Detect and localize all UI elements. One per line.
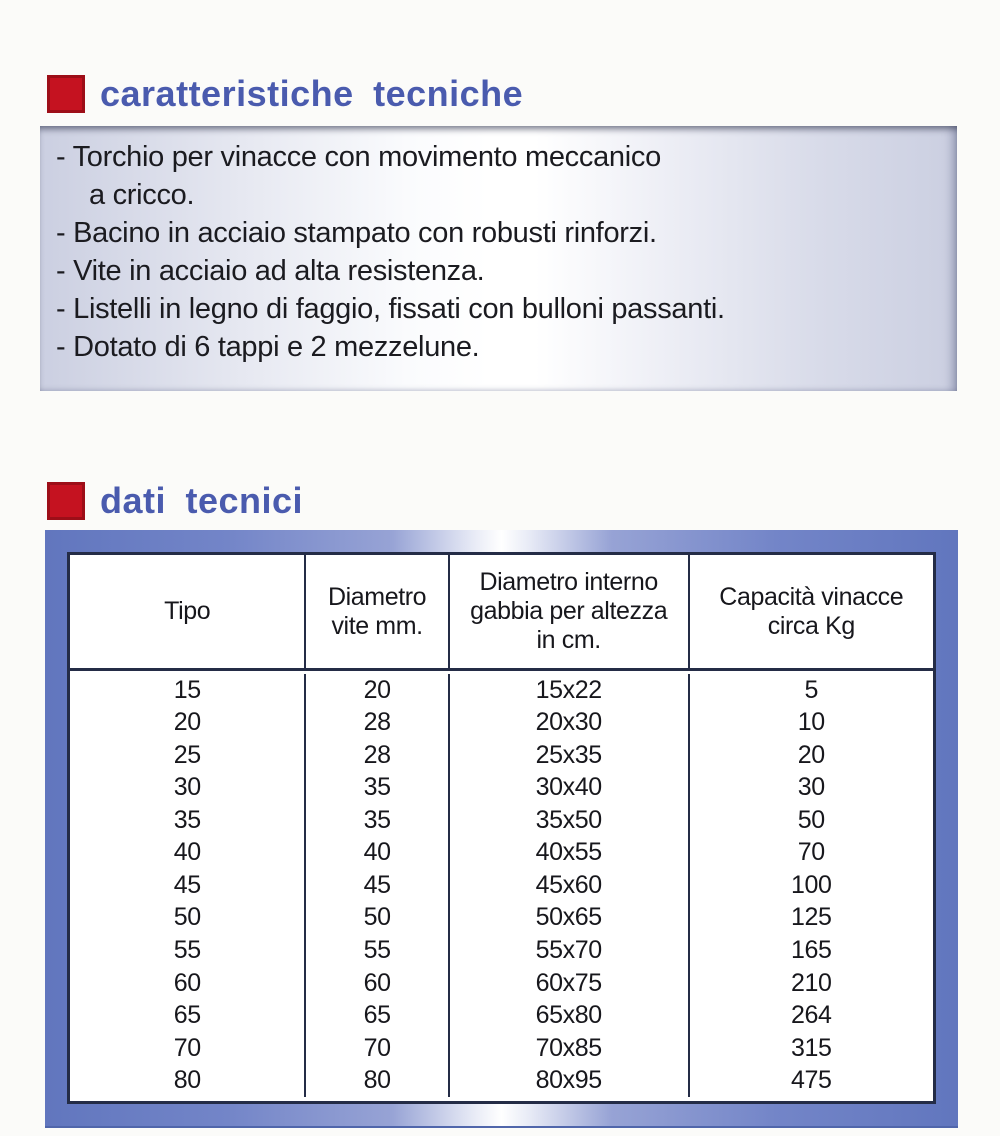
table-cell: 15: [70, 674, 306, 707]
table-cell: 55: [306, 934, 449, 967]
spec-line: - Listelli in legno di faggio, fissati con bulloni passanti.: [56, 293, 725, 325]
table-cell: 20: [797, 740, 825, 769]
table-cell: 28: [306, 739, 449, 772]
spec-line: - Dotato di 6 tappi e 2 mezzelune.: [56, 331, 480, 363]
table-row: [70, 739, 933, 772]
table-cell: 65: [70, 999, 306, 1032]
table-cell: 50x65: [450, 902, 690, 935]
section-title-dati: dati tecnici: [100, 480, 304, 521]
table-row: [70, 772, 933, 805]
table-row: [70, 837, 933, 870]
spec-line: - Bacino in acciaio stampato con robusti rinforzi.: [56, 217, 657, 249]
table-cell: 50: [306, 902, 449, 935]
table-row: [70, 1064, 933, 1097]
table-cell: 55: [70, 934, 306, 967]
table-body: [70, 671, 933, 1101]
table-cell: 50: [70, 902, 306, 935]
spec-line: - Vite in acciaio ad alta resistenza.: [56, 255, 485, 287]
table-row: [70, 934, 933, 967]
table-cell: 30: [797, 773, 825, 802]
table-header-tipo: Tipo: [70, 555, 306, 668]
table-cell: 50: [797, 805, 825, 834]
table-cell: 28: [306, 707, 449, 740]
table-cell: 60: [306, 967, 449, 1000]
table-row: [70, 999, 933, 1032]
table-cell: 35: [306, 804, 449, 837]
table-cell: 100: [791, 870, 832, 899]
red-square-icon: [47, 482, 85, 520]
table-row: [70, 674, 933, 707]
table-cell: 40x55: [450, 837, 690, 870]
table-cell: 25: [70, 739, 306, 772]
section-title-caratteristiche: caratteristiche tecniche: [100, 73, 524, 114]
dati-heading: [47, 481, 303, 521]
table-cell: 65x80: [450, 999, 690, 1032]
table-cell: 80: [306, 1064, 449, 1097]
table-cell: 70x85: [450, 1032, 690, 1065]
table-cell: 60: [70, 967, 306, 1000]
table-cell: 165: [791, 936, 832, 965]
table-cell: 5: [804, 675, 819, 704]
table-row: [70, 869, 933, 902]
caratteristiche-box: [40, 126, 957, 391]
table-cell: 80x95: [450, 1064, 690, 1097]
table-cell: 20x30: [450, 707, 690, 740]
table-cell: 20: [70, 707, 306, 740]
data-table: [67, 552, 936, 1104]
table-cell: 60x75: [450, 967, 690, 1000]
table-cell: 65: [306, 999, 449, 1032]
table-cell: 35x50: [450, 804, 690, 837]
table-cell: 264: [791, 1001, 832, 1030]
table-header-capacita: Capacità vinacce circa Kg: [719, 582, 904, 640]
table-cell: 20: [306, 674, 449, 707]
red-square-icon: [47, 75, 85, 113]
table-cell: 70: [70, 1032, 306, 1065]
table-cell: 15x22: [450, 674, 690, 707]
table-row: [70, 804, 933, 837]
table-cell: 45x60: [450, 869, 690, 902]
table-header-diametro-interno: Diametro interno gabbia per altezza in cm.: [450, 555, 690, 668]
table-cell: 35: [306, 772, 449, 805]
table-cell: 10: [797, 708, 825, 737]
table-row: [70, 707, 933, 740]
table-cell: 40: [306, 837, 449, 870]
table-header-diametro-vite: Diametro vite mm.: [306, 555, 449, 668]
table-cell: 475: [791, 1066, 832, 1095]
table-cell: 25x35: [450, 739, 690, 772]
table-row: [70, 902, 933, 935]
table-cell: 125: [791, 903, 832, 932]
spec-line: - Torchio per vinacce con movimento meccanico: [56, 141, 661, 173]
table-row: [70, 1032, 933, 1065]
table-cell: 80: [70, 1064, 306, 1097]
table-cell: 30x40: [450, 772, 690, 805]
table-cell: 45: [306, 869, 449, 902]
table-header-row: [70, 555, 933, 671]
table-cell: 70: [306, 1032, 449, 1065]
table-cell: 315: [791, 1033, 832, 1062]
table-cell: 30: [70, 772, 306, 805]
table-cell: 35: [70, 804, 306, 837]
table-cell: 210: [791, 968, 832, 997]
table-cell: 45: [70, 869, 306, 902]
table-cell: 40: [70, 837, 306, 870]
table-row: [70, 967, 933, 1000]
table-cell: 55x70: [450, 934, 690, 967]
table-frame: [45, 530, 958, 1128]
table-cell: 70: [797, 838, 825, 867]
caratteristiche-heading: [47, 74, 523, 114]
spec-line: a cricco.: [89, 179, 195, 211]
